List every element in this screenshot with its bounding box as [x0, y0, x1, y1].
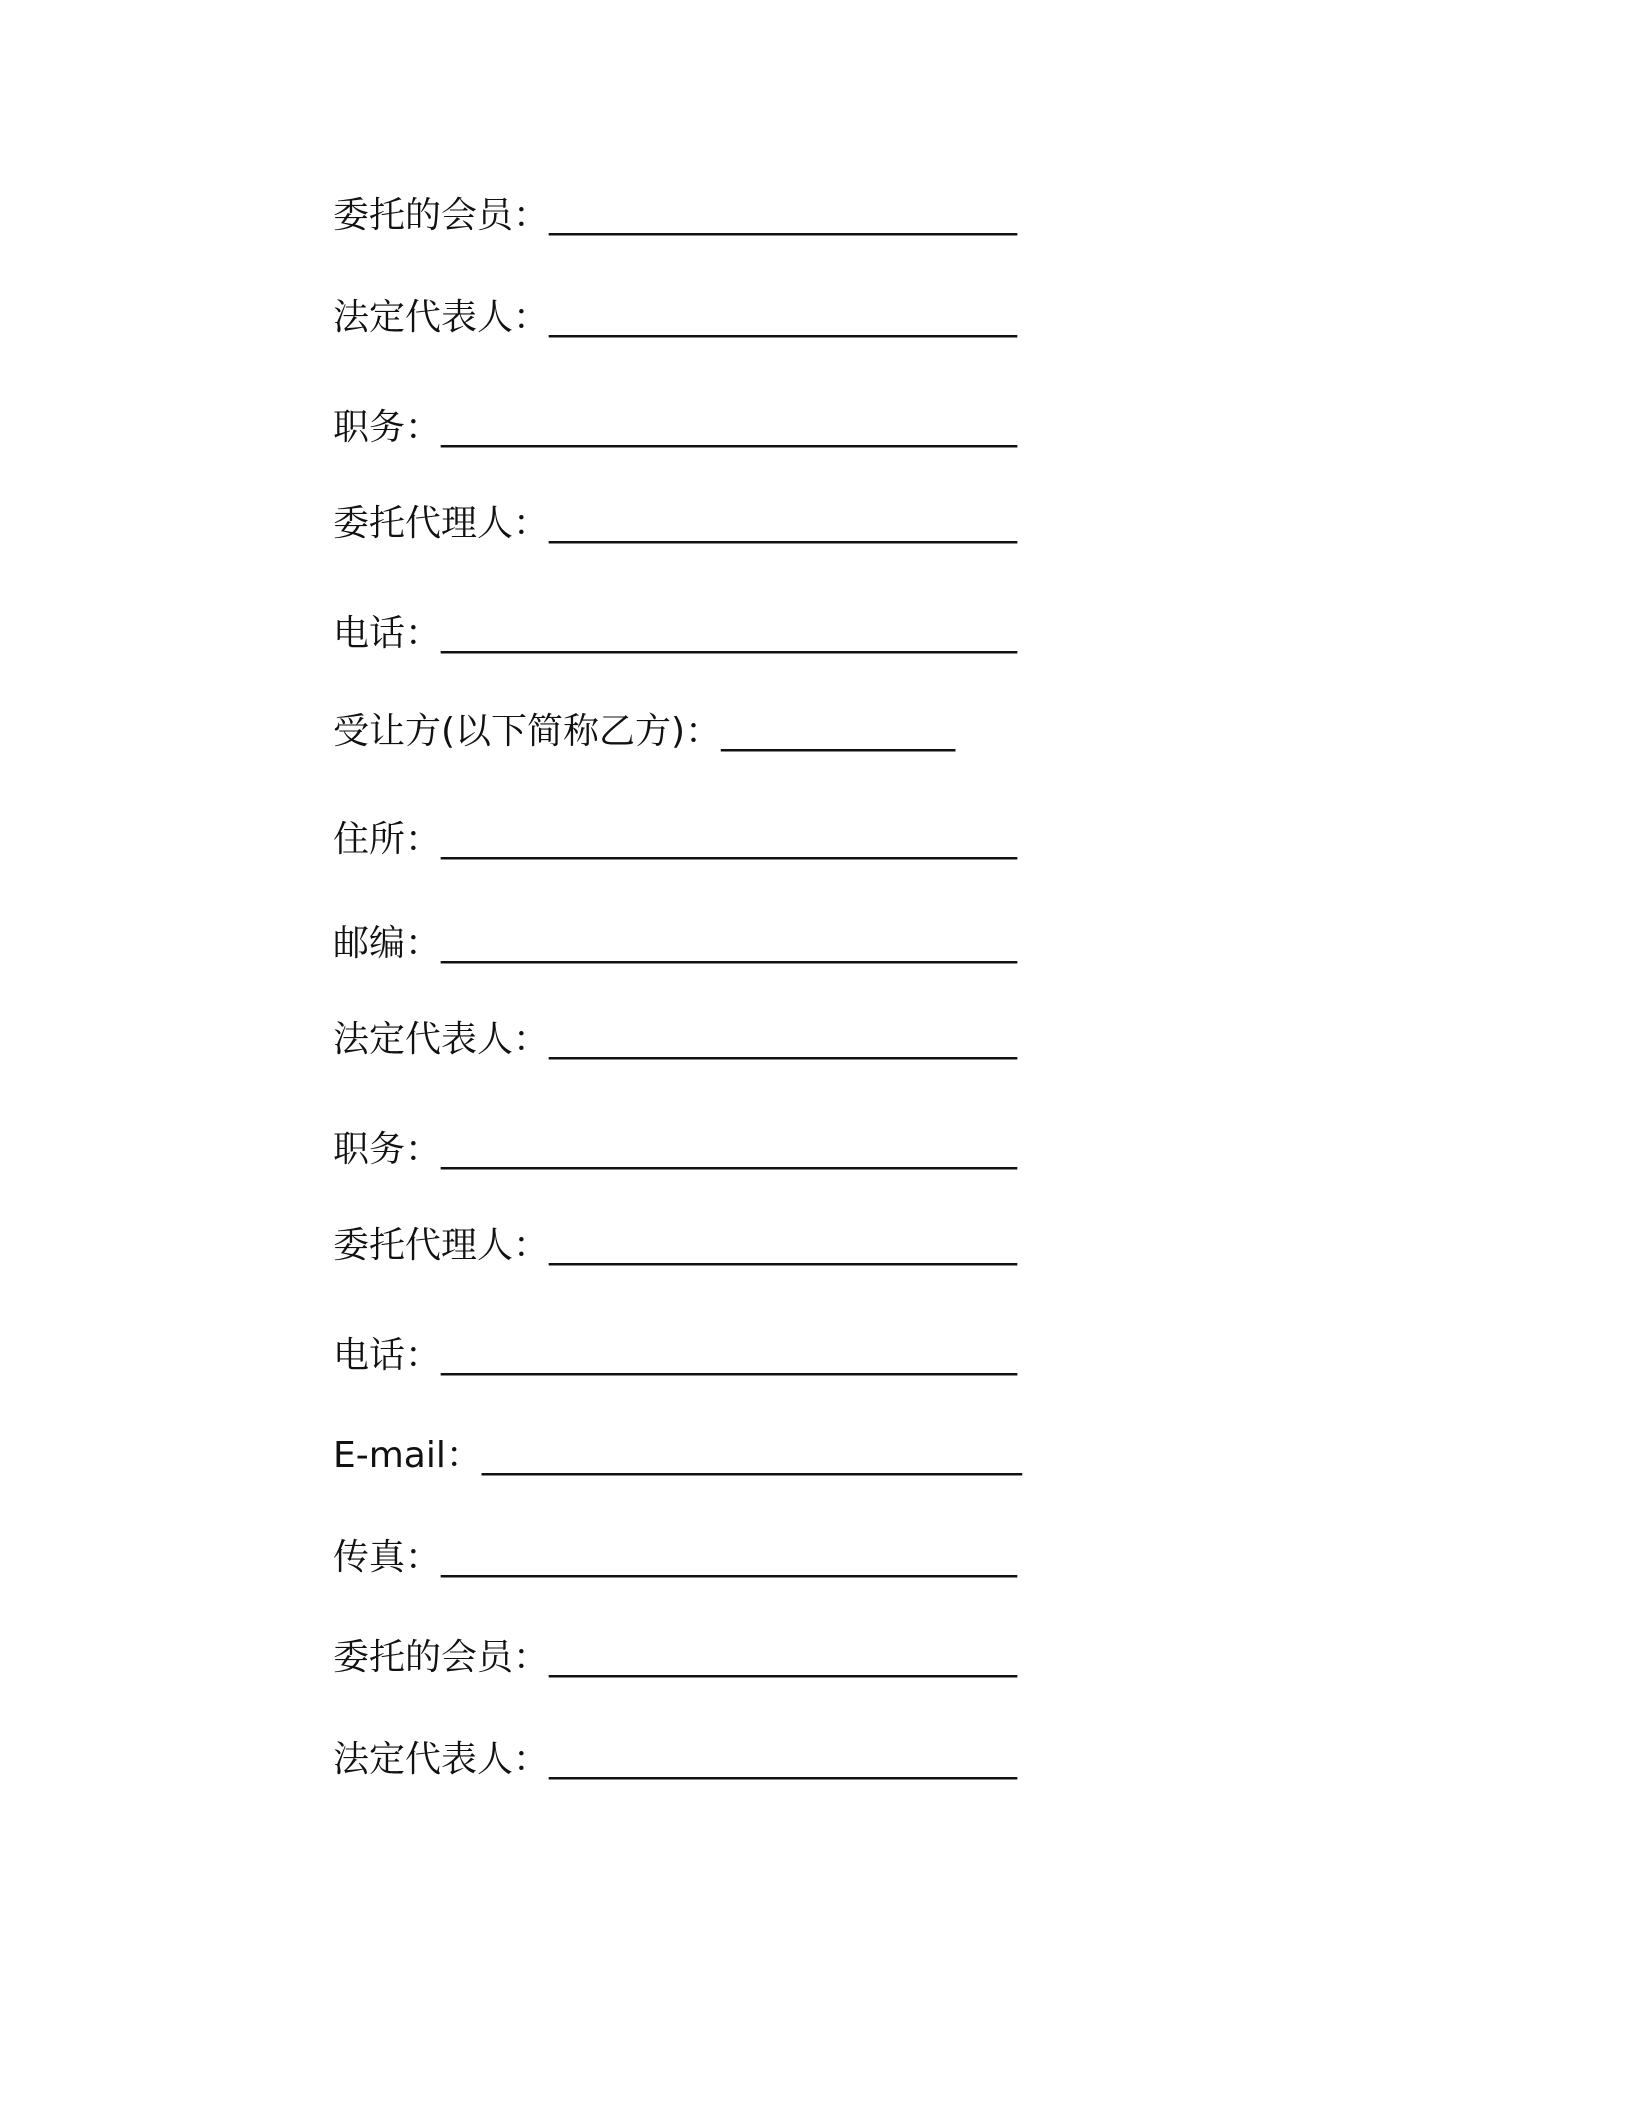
fill-in-blank[interactable]: __________________________: [549, 1225, 1018, 1266]
field-label: 住所：: [333, 819, 442, 860]
form-row-entrusted-member: [333, 194, 1017, 238]
form-row-postcode: [333, 922, 1017, 966]
fill-in-blank[interactable]: ________________________________: [441, 923, 1018, 964]
fill-in-blank[interactable]: __________________________: [549, 1019, 1018, 1060]
field-label: 邮编：: [333, 923, 442, 964]
fill-in-blank[interactable]: ________________________________: [441, 407, 1018, 448]
fill-in-blank[interactable]: __________________________: [549, 195, 1018, 236]
fill-in-blank[interactable]: ______________________________: [481, 1435, 1022, 1476]
field-label: 委托代理人：: [333, 1225, 550, 1266]
form-row-legal-representative: [333, 1018, 1017, 1062]
fill-in-blank[interactable]: __________________________: [549, 1739, 1018, 1780]
field-label: 委托的会员：: [333, 195, 550, 236]
fill-in-blank[interactable]: _____________: [721, 711, 956, 752]
fill-in-blank[interactable]: ________________________________: [441, 1129, 1018, 1170]
form-row-phone: [333, 1334, 1017, 1378]
fill-in-blank[interactable]: __________________________: [549, 1637, 1018, 1678]
fill-in-blank[interactable]: ________________________________: [441, 1537, 1018, 1578]
field-label: 法定代表人：: [333, 297, 550, 338]
form-row-fax: [333, 1536, 1017, 1580]
field-label: 法定代表人：: [333, 1739, 550, 1780]
field-label: 受让方(以下简称乙方)：: [333, 711, 722, 752]
fill-in-blank[interactable]: __________________________: [549, 503, 1018, 544]
form-row-legal-representative: [333, 296, 1017, 340]
fill-in-blank[interactable]: __________________________: [549, 297, 1018, 338]
field-label: 电话：: [333, 1335, 442, 1376]
field-label: 委托代理人：: [333, 503, 550, 544]
fill-in-blank[interactable]: ________________________________: [441, 613, 1018, 654]
field-label: 电话：: [333, 613, 442, 654]
form-row-authorized-agent: [333, 1224, 1017, 1268]
field-label: 法定代表人：: [333, 1019, 550, 1060]
form-row-phone: [333, 612, 1017, 656]
form-row-entrusted-member: [333, 1636, 1017, 1680]
field-label: 传真：: [333, 1537, 442, 1578]
form-row-legal-representative: [333, 1738, 1017, 1782]
form-row-address: [333, 818, 1017, 862]
form-row-email: [333, 1434, 1022, 1478]
field-label: 职务：: [333, 407, 442, 448]
field-label: 职务：: [333, 1129, 442, 1170]
form-row-position: [333, 406, 1017, 450]
fill-in-blank[interactable]: ________________________________: [441, 1335, 1018, 1376]
field-label: E-mail：: [333, 1435, 482, 1476]
fill-in-blank[interactable]: ________________________________: [441, 819, 1018, 860]
field-label: 委托的会员：: [333, 1637, 550, 1678]
form-row-transferee: [333, 710, 955, 754]
form-row-authorized-agent: [333, 502, 1017, 546]
form-row-position: [333, 1128, 1017, 1172]
